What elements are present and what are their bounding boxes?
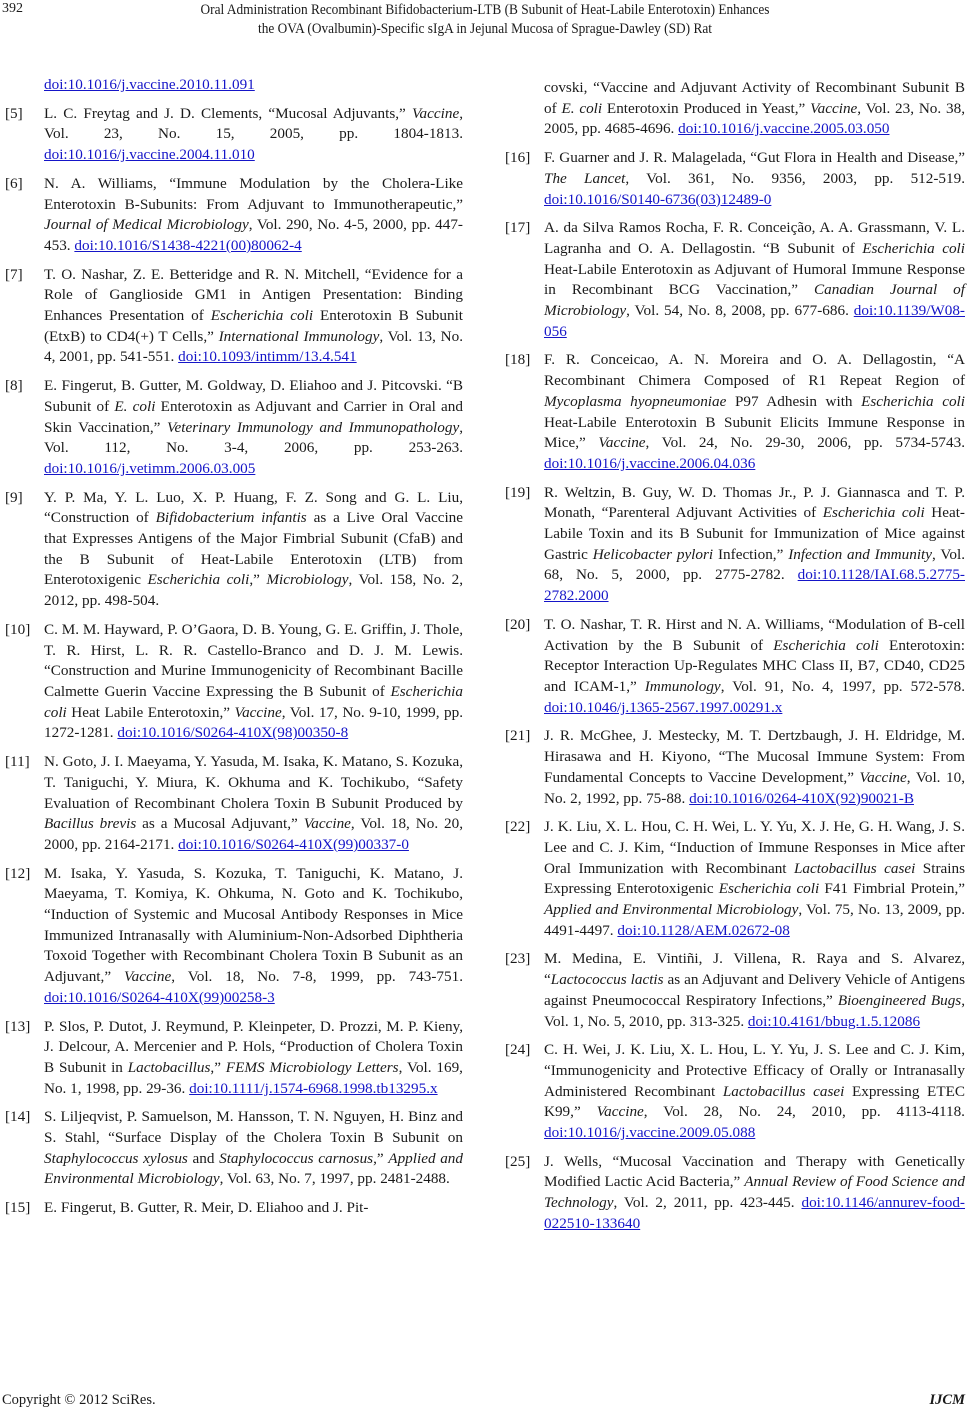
- doi-link[interactable]: doi:10.1016/0264-410X(92)90021-B: [689, 789, 914, 807]
- references-left-column: [5, 75, 463, 1227]
- italic-text: Vaccine: [303, 815, 351, 833]
- doi-link[interactable]: doi:10.1093/intimm/13.4.541: [178, 348, 357, 366]
- italic-text: Vaccine: [411, 104, 460, 122]
- journal-abbreviation: IJCM: [929, 1392, 965, 1408]
- reference-segment: , Vol. 91, No. 4, 1997, pp. 572-578.: [720, 677, 966, 695]
- italic-text: Vaccine: [810, 99, 858, 117]
- reference-number: [21]: [505, 727, 531, 745]
- reference-segment: J. Wells, “Mucosal Vaccination and Therapy with Genetically Modified Lactic Acid Bacteria,”: [544, 1152, 965, 1191]
- reference-item: [505, 483, 965, 607]
- reference-segment: Strains Expressing Enterotoxigenic: [544, 859, 965, 898]
- reference-number: [16]: [505, 149, 531, 167]
- italic-text: Helicobacter pylori: [592, 545, 714, 563]
- reference-text: [544, 484, 965, 605]
- italic-text: Escherichia coli: [44, 682, 463, 721]
- italic-text: Lactobacillus casei: [793, 859, 916, 877]
- reference-item: [5, 1198, 463, 1219]
- reference-text: [44, 377, 463, 477]
- reference-segment: Enterotoxin Produced in Yeast,”: [602, 99, 811, 117]
- reference-segment: L. C. Freytag and J. D. Clements, “Mucosal Adjuvants,”: [44, 104, 412, 122]
- italic-text: Vaccine: [234, 703, 282, 721]
- reference-number: [20]: [505, 615, 531, 633]
- doi-link[interactable]: doi:10.1046/j.1365-2567.1997.00291.x: [544, 698, 783, 716]
- reference-segment: , Vol. 23, No. 38, 2005, pp. 4685-4696.: [544, 99, 965, 138]
- reference-text: [544, 219, 965, 340]
- doi-link[interactable]: doi:10.1016/j.vaccine.2004.11.010: [44, 146, 255, 164]
- reference-item: [5, 864, 463, 1009]
- running-title-line-2: the OVA (Ovalbumin)-Specific sIgA in Jejunal Mucosa of Sprague-Dawley (SD) Rat: [258, 21, 712, 37]
- doi-link[interactable]: doi:10.1016/j.vaccine.2009.05.088: [544, 1124, 756, 1142]
- italic-text: Escherichia coli: [822, 504, 925, 522]
- reference-segment: , Vol. 63, No. 7, 1997, pp. 2481-2488.: [219, 1170, 450, 1188]
- reference-segment: E. Fingerut, B. Gutter, M. Goldway, D. Eliahoo and J. Pitcovski. “B Subunit of: [44, 377, 463, 415]
- doi-link[interactable]: doi:10.1016/j.vaccine.2010.11.091: [44, 76, 255, 93]
- italic-text: Immunology: [644, 677, 721, 695]
- reference-segment: J. R. McGhee, J. Mestecky, M. T. Dertzbaugh, J. H. Eldridge, M. Hirasawa and H. Kiyono, “The Mucosal Immune System: From Fundamental Concepts to Vaccine Development,”: [544, 727, 965, 786]
- reference-item: [505, 1152, 965, 1235]
- italic-text: Vaccine: [598, 434, 646, 452]
- reference-number: [13]: [5, 1017, 31, 1035]
- reference-text: [544, 351, 965, 472]
- italic-text: Journal of Medical Microbiology: [44, 216, 249, 234]
- italic-text: Escherichia coli: [210, 307, 314, 325]
- page-number: 392: [2, 1, 23, 16]
- doi-link[interactable]: doi:10.1128/IAI.68.5.2775-2782.2000: [544, 566, 965, 605]
- reference-number: [23]: [505, 950, 531, 968]
- reference-number: [22]: [505, 818, 531, 836]
- reference-item: [505, 218, 965, 342]
- reference-text: [44, 266, 463, 366]
- reference-segment: as a Live Oral Vaccine that Expresses Antigens of the Major Fimbrial Subunit (CfaB) and the B Subunit of Heat-Labile Enterotoxin (LTB) from Enterotoxigenic: [44, 509, 464, 589]
- doi-link[interactable]: doi:10.1016/S0264-410X(99)00258-3: [44, 988, 275, 1006]
- doi-link[interactable]: doi:10.1016/S0264-410X(99)00337-0: [178, 835, 409, 853]
- reference-segment: , Vol. 1, No. 5, 2010, pp. 313-325.: [544, 991, 966, 1030]
- running-title: [76, 1, 895, 39]
- references-right-column: [505, 78, 965, 1243]
- reference-number: [14]: [5, 1108, 31, 1126]
- reference-segment: E. Fingerut, B. Gutter, R. Meir, D. Eliahoo and J. Pit-: [44, 1199, 369, 1217]
- reference-segment: T. O. Nashar, T. R. Hirst and N. A. Williams, “Modulation of B-cell Activation by the B Subunit of: [544, 615, 965, 654]
- doi-link[interactable]: doi:10.1016/j.vaccine.2005.03.050: [678, 120, 890, 138]
- reference-segment: , Vol. 18, No. 7-8, 1999, pp. 743-751.: [171, 968, 463, 986]
- reference-segment: M. Isaka, Y. Yasuda, S. Kozuka, T. Taniguchi, K. Matano, J. Maeyama, T. Komiya, K. Ohkuma, N. Goto and K. Tochikubo, “Induction of Systemic and Mucosal Antibody Responses in Mice Immunized Intranasally with Aluminium-Non-Adsorbed Diphtheria Toxoid Together with Recombinant Cholera Toxin B Subunit as an Adjuvant,”: [44, 864, 463, 986]
- reference-item: [505, 1040, 965, 1144]
- reference-segment: and: [187, 1149, 220, 1167]
- reference-segment: , Vol. 17, No. 9-10, 1999, pp. 1272-1281.: [44, 703, 463, 742]
- reference-number: [7]: [5, 265, 23, 283]
- italic-text: Vaccine: [124, 968, 172, 986]
- italic-text: Mycoplasma hyopneumoniae: [544, 392, 727, 410]
- italic-text: Staphylococcus carnosus: [219, 1149, 374, 1167]
- reference-text: [544, 79, 965, 137]
- reference-segment: P. Slos, P. Dutot, J. Reymund, P. Kleinpeter, D. Prozzi, M. P. Kieny, J. Delcour, A. Mercenier and P. Hols, “Production of Cholera Toxin B Subunit in: [44, 1017, 463, 1076]
- reference-segment: F41 Fimbrial Protein,”: [819, 880, 965, 898]
- doi-link[interactable]: doi:10.1016/S0140-6736(03)12489-0: [544, 190, 772, 208]
- reference-text: [544, 1041, 965, 1141]
- italic-text: Annual Review of Food Science and Technology: [544, 1173, 965, 1212]
- reference-number: [5]: [5, 104, 23, 122]
- doi-link[interactable]: doi:10.1016/j.vaccine.2006.04.036: [544, 454, 756, 472]
- reference-segment: F. Guarner and J. R. Malagelada, “Gut Flora in Health and Disease,”: [544, 149, 965, 167]
- reference-item: [5, 174, 463, 257]
- italic-text: Lactobacillus casei: [722, 1082, 845, 1100]
- italic-text: Bifidobacterium infantis: [155, 509, 307, 527]
- italic-text: Lactococcus lactis: [550, 971, 664, 989]
- reference-number: [18]: [505, 351, 531, 369]
- doi-link[interactable]: doi:10.1139/W08-056: [544, 302, 965, 340]
- reference-segment: , Vol. 2, 2011, pp. 423-445.: [613, 1194, 802, 1212]
- page-header: [0, 0, 969, 44]
- reference-number: [10]: [5, 620, 31, 638]
- italic-text: Escherichia coli: [147, 571, 250, 589]
- reference-segment: , Vol. 28, No. 24, 2010, pp. 4113-4118.: [643, 1103, 965, 1121]
- reference-item: [505, 615, 965, 719]
- doi-link[interactable]: doi:10.1146/annurev-food-022510-133640: [544, 1194, 965, 1232]
- reference-segment: as an Adjuvant and Delivery Vehicle of Antigens against Pneumococcal Respiratory Infections,”: [544, 971, 965, 1009]
- reference-segment: Expressing ETEC K99,”: [544, 1082, 966, 1121]
- reference-item: [505, 78, 965, 140]
- reference-segment: ,”: [210, 1058, 226, 1076]
- running-title-line-1: Oral Administration Recombinant Bifidobacterium-LTB (B Subunit of Heat-Labile Enterotoxin) Enhances: [200, 2, 770, 18]
- italic-text: Lactobacillus: [127, 1058, 211, 1076]
- copyright-notice: Copyright © 2012 SciRes.: [2, 1392, 156, 1408]
- page-footer: [0, 1392, 969, 1412]
- reference-segment: N. A. Williams, “Immune Modulation by the Cholera-Like Enterotoxin B-Subunits: From Adjuvant to Immunotherapeutic,”: [44, 174, 463, 213]
- reference-segment: ,”: [249, 571, 267, 589]
- italic-text: E. coli: [561, 99, 603, 117]
- reference-segment: Heat-Labile Toxin and its B Subunit for Immunization of Mice against Gastric: [544, 504, 965, 563]
- reference-number: [8]: [5, 377, 23, 395]
- italic-text: Bioengineered Bugs: [837, 991, 962, 1009]
- italic-text: Microbiology: [266, 571, 349, 589]
- italic-text: Vaccine: [596, 1103, 644, 1121]
- reference-text: [44, 76, 255, 93]
- reference-text: [44, 865, 463, 1006]
- reference-text: [544, 727, 965, 806]
- reference-segment: , Vol. 54, No. 8, 2008, pp. 677-686.: [626, 302, 854, 320]
- reference-item: [5, 104, 463, 166]
- italic-text: Escherichia coli: [862, 239, 965, 257]
- italic-text: Escherichia coli: [861, 392, 965, 410]
- reference-segment: Enterotoxin B Subunit (EtxB) to CD4(+) T Cells,”: [44, 307, 464, 345]
- italic-text: Bacillus brevis: [44, 815, 137, 833]
- italic-text: Applied and Environmental Microbiology: [544, 901, 799, 919]
- reference-segment: , Vol. 13, No. 4, 2001, pp. 541-551.: [44, 327, 463, 366]
- reference-segment: C. H. Wei, J. K. Liu, X. L. Hou, L. Y. Yu, J. S. Lee and C. J. Kim, “Immunogenicity and Protective Efficacy of Orally or Intranasally Administered Recombinant: [544, 1041, 965, 1100]
- reference-segment: , Vol. 290, No. 4-5, 2000, pp. 447-453.: [44, 216, 463, 254]
- italic-text: Escherichia coli: [718, 880, 820, 898]
- doi-link[interactable]: doi:10.1016/j.vetimm.2006.03.005: [44, 459, 256, 477]
- reference-item: [5, 1107, 463, 1190]
- reference-item: [5, 376, 463, 480]
- reference-segment: F. R. Conceicao, A. N. Moreira and O. A. Dellagostin, “A Recombinant Chimera Composed of R1 Repeat Region of: [544, 351, 965, 390]
- reference-segment: J. K. Liu, X. L. Hou, C. H. Wei, L. Y. Yu, X. J. He, G. H. Wang, J. S. Lee and C. J. Kim, “Induction of Immune Responses in Mice after Oral Immunization with Recombinant: [544, 818, 965, 877]
- reference-text: [44, 175, 463, 254]
- reference-text: [44, 753, 463, 853]
- reference-item: [505, 726, 965, 809]
- reference-item: [505, 949, 965, 1032]
- reference-segment: Enterotoxin as Adjuvant and Carrier in Oral and Skin Vaccination,”: [44, 397, 463, 436]
- reference-number: [24]: [505, 1041, 531, 1059]
- reference-text: [44, 621, 463, 742]
- reference-segment: Heat-Labile Enterotoxin B Subunit Elicits Immune Response in Mice,”: [544, 413, 965, 452]
- italic-text: Veterinary Immunology and Immunopathology: [166, 418, 460, 436]
- reference-segment: N. Goto, J. I. Maeyama, Y. Yasuda, M. Isaka, K. Matano, S. Kozuka, T. Taniguchi, Y. Miura, K. Okhuma and K. Tochikubo, “Safety Evaluation of Recombinant Cholera Toxin B Subunit Produced by: [44, 753, 463, 812]
- reference-text: [544, 1153, 965, 1232]
- italic-text: Applied and Environmental Microbiology: [44, 1149, 463, 1188]
- reference-item: [505, 350, 965, 474]
- reference-segment: P97 Adhesin with: [726, 392, 862, 410]
- doi-link[interactable]: doi:10.1128/AEM.02672-08: [617, 921, 790, 939]
- reference-number: [19]: [505, 483, 531, 501]
- doi-link[interactable]: doi:10.1016/S0264-410X(98)00350-8: [117, 724, 349, 742]
- italic-text: Escherichia coli: [773, 636, 879, 654]
- reference-item: [5, 1017, 463, 1100]
- reference-segment: , Vol. 10, No. 2, 1992, pp. 75-88.: [544, 768, 965, 807]
- italic-text: Infection and Immunity: [788, 545, 933, 563]
- italic-text: Canadian Journal of Microbiology: [544, 281, 965, 320]
- reference-segment: ,”: [373, 1149, 389, 1167]
- italic-text: Staphylococcus xylosus: [44, 1149, 188, 1167]
- reference-segment: M. Medina, E. Vintiñi, J. Villena, R. Raya and S. Alvarez, “: [544, 950, 965, 989]
- reference-segment: , Vol. 18, No. 20, 2000, pp. 2164-2171.: [44, 815, 464, 853]
- reference-segment: , Vol. 158, No. 2, 2012, pp. 498-504.: [44, 571, 463, 610]
- italic-text: The Lancet: [544, 169, 626, 187]
- reference-text: [544, 149, 965, 207]
- reference-segment: , Vol. 112, No. 3-4, 2006, pp. 253-263.: [44, 418, 463, 457]
- reference-item: [5, 75, 463, 96]
- reference-text: [44, 105, 463, 163]
- italic-text: International Immunology: [218, 327, 380, 345]
- reference-segment: Heat-Labile Enterotoxin as Adjuvant of Humoral Immune Response in Recombinant BCG Vaccination,”: [544, 260, 965, 299]
- reference-number: [17]: [505, 219, 531, 237]
- reference-number: [25]: [505, 1152, 531, 1170]
- italic-text: E. coli: [114, 397, 156, 415]
- reference-text: [44, 1018, 463, 1097]
- reference-segment: Infection,”: [713, 545, 789, 563]
- reference-segment: R. Weltzin, B. Guy, W. D. Thomas Jr., P. J. Giannasca and T. P. Monath, “Parenteral Adjuvant Activities of: [544, 483, 965, 522]
- reference-text: [544, 950, 965, 1029]
- doi-link[interactable]: doi:10.1016/S1438-4221(00)80062-4: [74, 236, 302, 254]
- reference-number: [9]: [5, 488, 23, 506]
- reference-segment: Heat Labile Enterotoxin,”: [66, 703, 235, 721]
- reference-segment: Enterotoxin: Receptor Interaction Up-Regulates MHC Class II, B7, CD40, CD25 and ICAM-1,”: [544, 636, 965, 695]
- reference-segment: covski, “Vaccine and Adjuvant Activity of Recombinant Subunit B of: [544, 79, 965, 117]
- reference-segment: A. da Silva Ramos Rocha, F. R. Conceição, A. A. Grassmann, V. L. Lagranha and O. A. Dellagostin. “B Subunit of: [544, 219, 965, 257]
- reference-text: [44, 1199, 368, 1216]
- reference-segment: , Vol. 24, No. 29-30, 2006, pp. 5734-5743.: [645, 434, 965, 452]
- reference-segment: , Vol. 169, No. 1, 1998, pp. 29-36.: [44, 1058, 463, 1097]
- reference-segment: C. M. M. Hayward, P. O’Gaora, D. B. Young, G. E. Griffin, J. Thole, T. R. Hirst, L. R. R. Castello-Branco and D. J. M. Lewis. “Construction and Murine Immunogenicity of Recombinant Bacille Calmette Guerin Vaccine Expressing the B Subunit of: [44, 620, 463, 700]
- italic-text: Vaccine: [859, 768, 907, 786]
- reference-segment: S. Liljeqvist, P. Samuelson, M. Hansson, T. N. Nguyen, H. Binz and S. Stahl, “Surface Display of the Cholera Toxin B Subunit on: [44, 1108, 463, 1147]
- reference-item: [505, 817, 965, 941]
- reference-item: [5, 752, 463, 856]
- reference-segment: , Vol. 361, No. 9356, 2003, pp. 512-519.: [625, 169, 965, 187]
- reference-segment: T. O. Nashar, Z. E. Betteridge and R. N. Mitchell, “Evidence for a Role of Ganglioside GM1 in Antigen Presentation: Binding Enhances Presentation of: [44, 265, 463, 325]
- reference-item: [5, 488, 463, 612]
- reference-text: [44, 1108, 463, 1187]
- reference-segment: , Vol. 23, No. 15, 2005, pp. 1804-1813.: [44, 104, 463, 143]
- reference-segment: as a Mucosal Adjuvant,”: [136, 815, 304, 833]
- reference-number: [11]: [5, 753, 30, 771]
- italic-text: FEMS Microbiology Letters: [225, 1058, 399, 1076]
- reference-item: [505, 148, 965, 210]
- doi-link[interactable]: doi:10.4161/bbug.1.5.12086: [747, 1012, 921, 1030]
- reference-text: [544, 616, 965, 716]
- reference-segment: , Vol. 75, No. 13, 2009, pp. 4491-4497.: [544, 901, 965, 939]
- doi-link[interactable]: doi:10.1111/j.1574-6968.1998.tb13295.x: [189, 1079, 438, 1097]
- reference-number: [6]: [5, 174, 23, 192]
- reference-segment: , Vol. 68, No. 5, 2000, pp. 2775-2782.: [544, 545, 966, 584]
- reference-item: [5, 265, 463, 369]
- reference-text: [544, 818, 965, 939]
- reference-number: [12]: [5, 864, 31, 882]
- reference-number: [15]: [5, 1199, 31, 1217]
- reference-segment: Y. P. Ma, Y. L. Luo, X. P. Huang, F. Z. Song and G. L. Liu, “Construction of: [44, 488, 463, 527]
- reference-item: [5, 620, 463, 744]
- reference-text: [44, 489, 463, 610]
